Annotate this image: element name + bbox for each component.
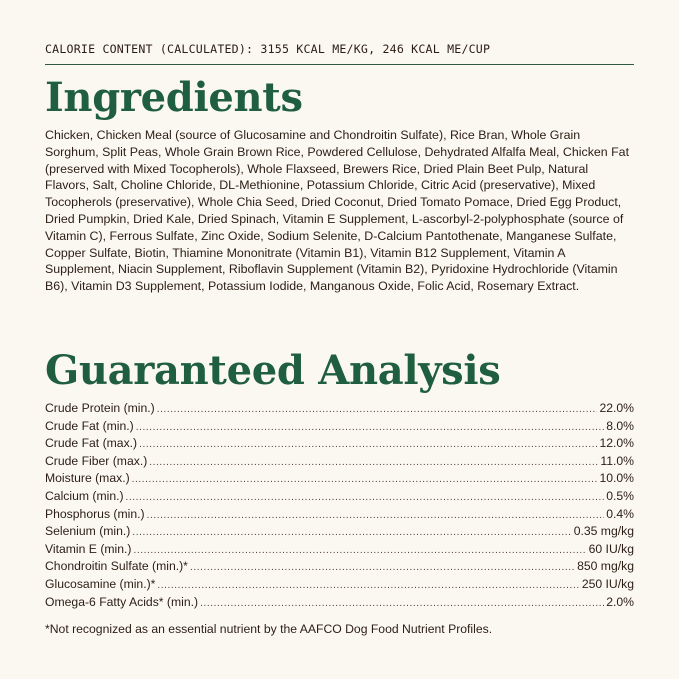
analysis-nutrient: Crude Fat (min.): [45, 418, 134, 433]
analysis-nutrient: Crude Fat (max.): [45, 436, 138, 451]
guaranteed-analysis-table: [45, 400, 634, 611]
analysis-nutrient: Selenium (min.): [45, 524, 131, 539]
analysis-nutrient: Omega-6 Fatty Acids* (min.): [45, 594, 199, 609]
analysis-value: 0.4%: [606, 506, 634, 521]
analysis-nutrient: Moisture (max.): [45, 471, 130, 486]
divider-rule: [45, 64, 634, 65]
analysis-row-crude-protein: [45, 400, 634, 418]
analysis-row-glucosamine: [45, 576, 634, 594]
analysis-row-calcium: [45, 488, 634, 506]
dot-leader: [157, 401, 598, 419]
analysis-row-phosphorus: [45, 506, 634, 524]
dot-leader: [132, 524, 571, 542]
analysis-row-crude-fiber: [45, 453, 634, 471]
dot-leader: [200, 595, 604, 613]
analysis-value: 0.5%: [606, 488, 634, 503]
analysis-value: 11.0%: [600, 453, 634, 468]
analysis-nutrient: Crude Fiber (max.): [45, 453, 148, 468]
analysis-row-chondroitin: [45, 558, 634, 576]
aafco-footnote: *Not recognized as an essential nutrient by the AAFCO Dog Food Nutrient Profiles.: [45, 622, 493, 636]
analysis-row-crude-fat-max: [45, 435, 634, 453]
analysis-value: 2.0%: [606, 594, 634, 609]
analysis-row-omega-6: [45, 594, 634, 612]
analysis-nutrient: Calcium (min.): [45, 488, 124, 503]
analysis-nutrient: Phosphorus (min.): [45, 506, 145, 521]
analysis-value: 10.0%: [599, 471, 634, 486]
dot-leader: [157, 577, 579, 595]
dot-leader: [136, 419, 605, 437]
ingredients-list: Chicken, Chicken Meal (source of Glucosamine and Chondroitin Sulfate), Rice Bran, Whole Grain Sorghum, Split Peas, Whole Grain Brown Rice, Powdered Cellulose, Dehydrated Alfalfa Meal, Chicken Fat (preserved with Mixed Tocopherols), Whole Flaxseed, Brewers Rice, Dried Plain Beet Pulp, Natural Flavors, Salt, Choline Chloride, DL-Methionine, Potassium Chloride, Citric Acid (preservative), Mixed Tocopherols (preservative), Whole Chia Seed, Dried Coconut, Dried Tomato Pomace, Dried Egg Product, Dried Pumpkin, Dried Kale, Dried Spinach, Vitamin E Supplement, L-ascorbyl-2-polyphosphate (source of Vitamin C), Ferrous Sulfate, Zinc Oxide, Sodium Selenite, D-Calcium Pantothenate, Manganese Sulfate, Copper Sulfate, Biotin, Thiamine Mononitrate (Vitamin B1), Vitamin B12 Supplement, Vitamin A Supplement, Niacin Supplement, Riboflavin Supplement (Vitamin B2), Pyridoxine Hydrochloride (Vitamin B6), Vitamin D3 Supplement, Potassium Iodide, Manganous Oxide, Folic Acid, Rosemary Extract.: [45, 128, 630, 294]
analysis-nutrient: Chondroitin Sulfate (min.)*: [45, 559, 188, 574]
analysis-value: 0.35 mg/kg: [573, 524, 634, 539]
dot-leader: [149, 454, 598, 472]
analysis-value: 8.0%: [606, 418, 634, 433]
analysis-row-vitamin-e: [45, 541, 634, 559]
analysis-nutrient: Vitamin E (min.): [45, 541, 132, 556]
analysis-row-crude-fat-min: [45, 418, 634, 436]
dot-leader: [132, 471, 598, 489]
ingredients-heading: Ingredients: [45, 74, 303, 121]
analysis-value: 250 IU/kg: [581, 576, 634, 591]
analysis-value: 60 IU/kg: [588, 541, 634, 556]
dot-leader: [139, 436, 597, 454]
analysis-value: 12.0%: [599, 436, 634, 451]
analysis-nutrient: Glucosamine (min.)*: [45, 576, 156, 591]
dot-leader: [133, 542, 586, 560]
analysis-nutrient: Crude Protein (min.): [45, 401, 155, 415]
analysis-row-moisture: [45, 470, 634, 488]
analysis-value: 22.0%: [599, 401, 634, 415]
dot-leader: [126, 489, 605, 507]
calorie-content: CALORIE CONTENT (CALCULATED): 3155 KCAL ME/KG, 246 KCAL ME/CUP: [45, 42, 491, 56]
analysis-row-selenium: [45, 523, 634, 541]
dot-leader: [147, 507, 605, 525]
guaranteed-analysis-heading: Guaranteed Analysis: [45, 347, 501, 394]
analysis-value: 850 mg/kg: [577, 559, 634, 574]
dot-leader: [190, 559, 575, 577]
